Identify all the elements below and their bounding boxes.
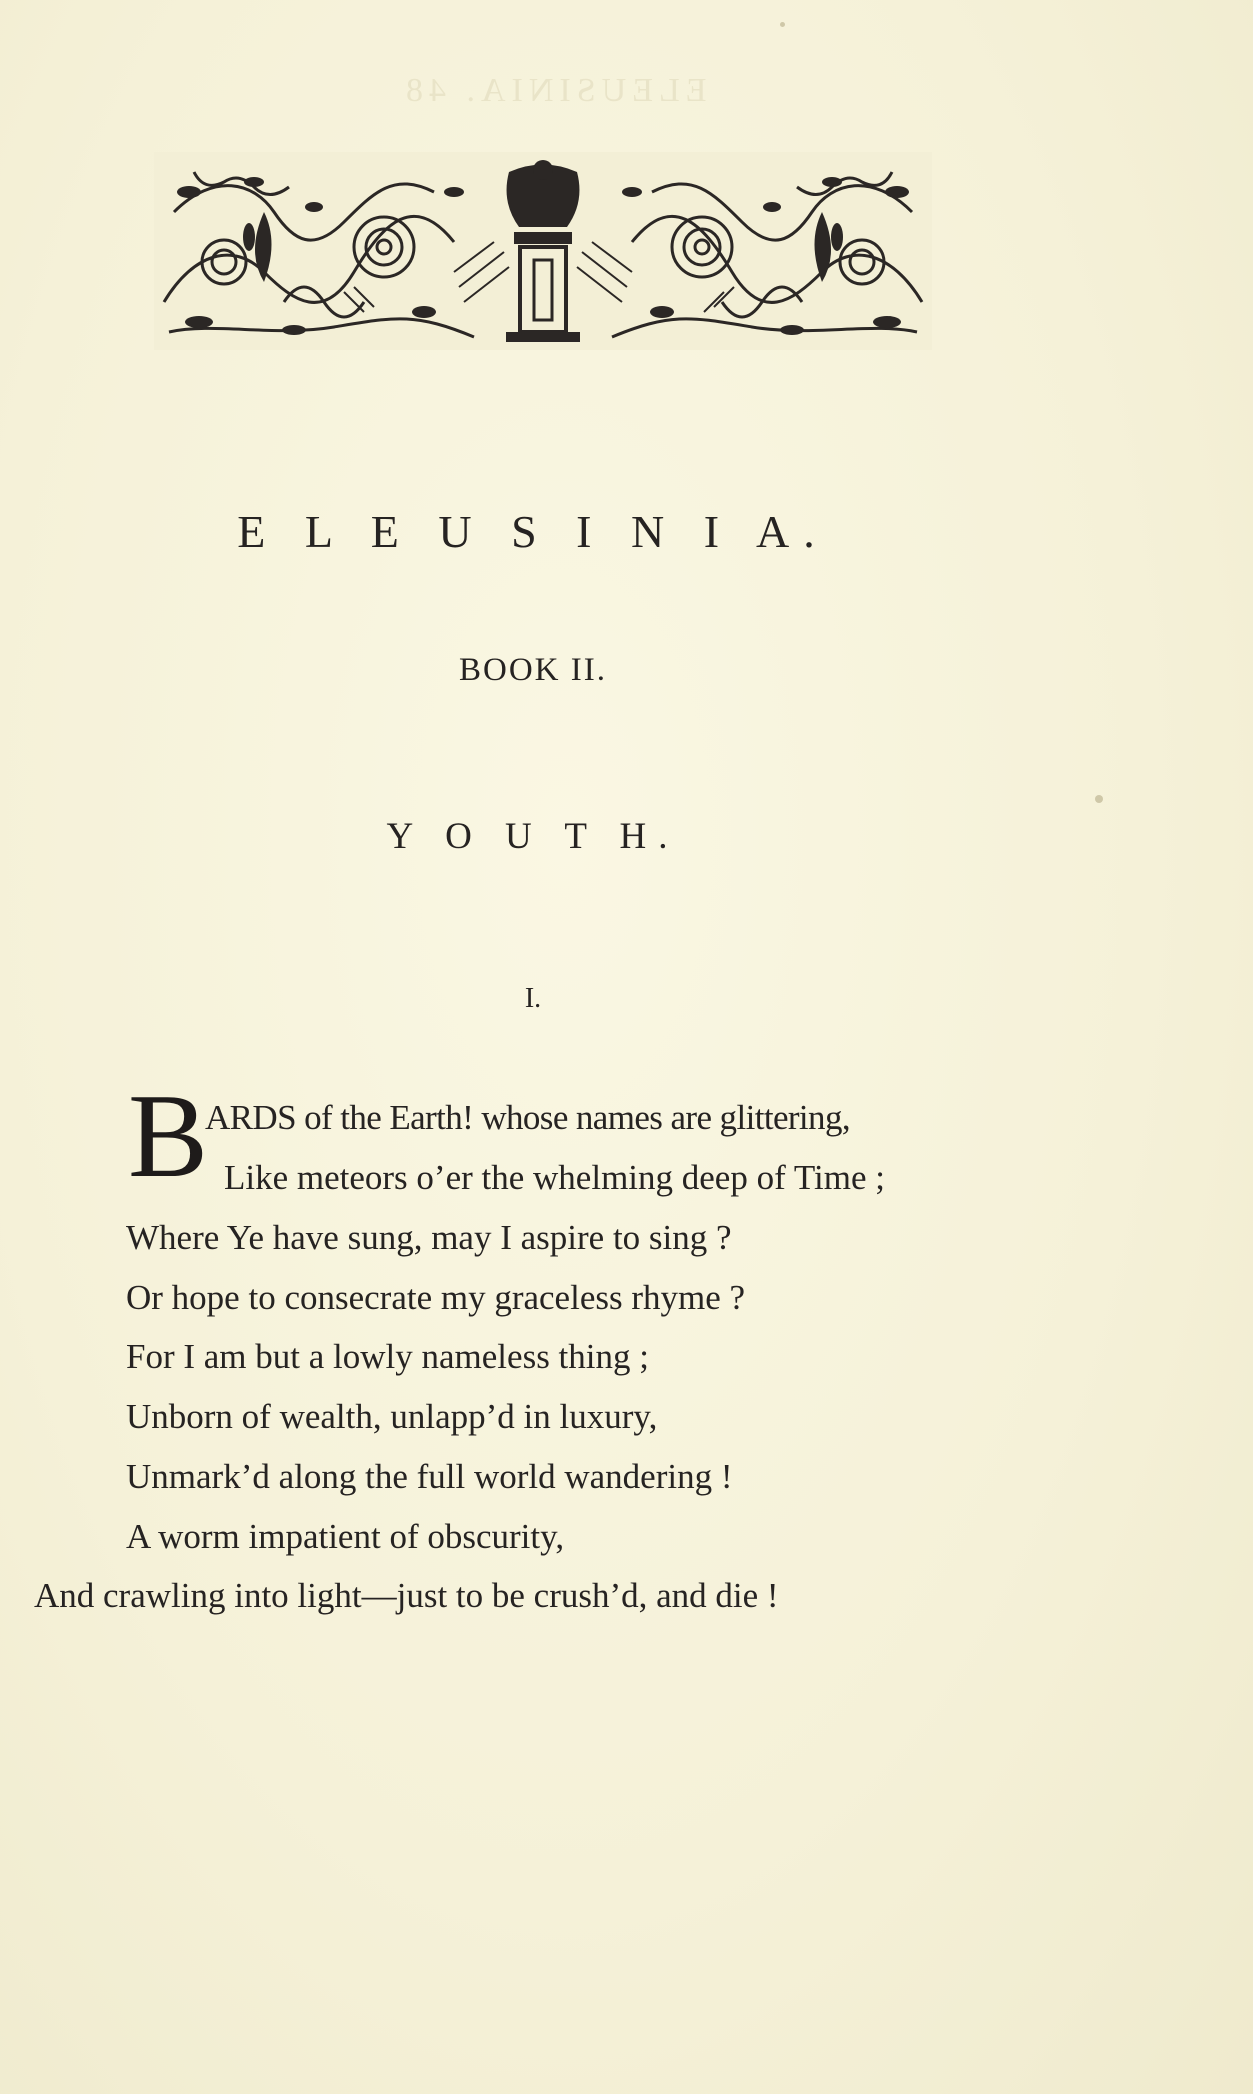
poem-line: Like meteors o’er the whelming deep of Time ;: [224, 1158, 885, 1197]
poem-line: A worm impatient of obscurity,: [126, 1517, 565, 1556]
drop-cap: B: [128, 1069, 209, 1202]
page-title: E L E U S I N I A.: [237, 506, 829, 557]
paper-speck: [780, 22, 785, 27]
poem-line: For I am but a lowly nameless thing ;: [126, 1337, 649, 1376]
poem-line: And crawling into light—just to be crush’d, and die !: [34, 1576, 779, 1615]
poem-line: ARDS of the Earth! whose names are glittering,: [205, 1098, 851, 1137]
paper-speck: [1095, 795, 1103, 803]
section-title: Y O U T H.: [386, 816, 680, 857]
poem-line: Unmark’d along the full world wandering !: [126, 1457, 733, 1496]
poem-line: Where Ye have sung, may I aspire to sing ?: [126, 1218, 732, 1257]
poem-line: Unborn of wealth, unlapp’d in luxury,: [126, 1397, 658, 1436]
stanza-numeral: I.: [524, 983, 542, 1014]
bleed-through-running-head: ELEUSINIA. 48: [400, 72, 707, 109]
decorative-headpiece: [154, 152, 932, 350]
book-heading: BOOK II.: [459, 652, 607, 688]
poem-line: Or hope to consecrate my graceless rhyme ?: [126, 1278, 746, 1317]
